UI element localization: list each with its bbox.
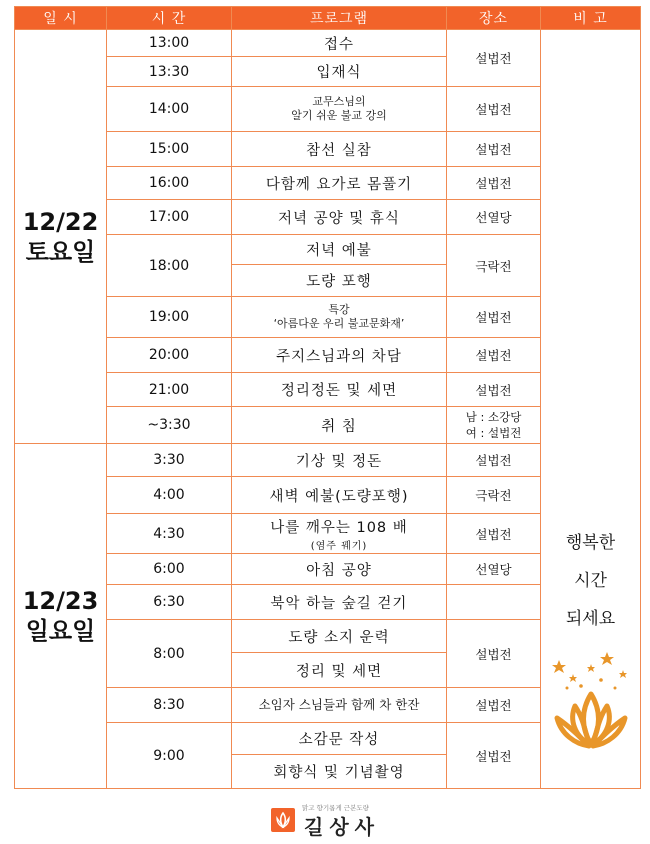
program-line: (염주 꿰기)	[310, 540, 368, 552]
time-cell: 9:00	[107, 723, 232, 789]
lotus-flower-icon	[545, 648, 637, 760]
schedule-table	[14, 6, 641, 789]
program-cell	[232, 297, 447, 338]
place-cell	[447, 585, 541, 620]
place-cell	[447, 407, 541, 444]
place-cell: 설법전	[447, 338, 541, 373]
program-cell: 저녁 예불	[232, 235, 447, 265]
day2-weekday: 일요일	[25, 617, 96, 645]
place-cell: 극락전	[447, 477, 541, 514]
time-cell: 6:30	[107, 585, 232, 620]
program-cell: 기상 및 정돈	[232, 444, 447, 477]
time-cell: 17:00	[107, 200, 232, 235]
time-cell: 8:30	[107, 688, 232, 723]
place-cell: 극락전	[447, 235, 541, 297]
place-cell: 설법전	[447, 620, 541, 688]
footer	[0, 800, 650, 840]
time-cell: 19:00	[107, 297, 232, 338]
program-cell: 취 침	[232, 407, 447, 444]
table-row	[15, 30, 641, 57]
place-cell: 설법전	[447, 723, 541, 789]
place-cell: 설법전	[447, 30, 541, 87]
program-cell: 정리정돈 및 세면	[232, 373, 447, 407]
program-cell: 입재식	[232, 57, 447, 87]
program-cell: 접수	[232, 30, 447, 57]
program-cell: 새벽 예불(도량포행)	[232, 477, 447, 514]
header-program: 프로그램	[232, 7, 447, 30]
time-cell: 20:00	[107, 338, 232, 373]
program-cell: 저녁 공양 및 휴식	[232, 200, 447, 235]
day1-cell	[15, 30, 107, 444]
time-cell: 15:00	[107, 132, 232, 167]
time-cell: ~3:30	[107, 407, 232, 444]
program-cell: 회향식 및 기념촬영	[232, 755, 447, 789]
program-cell	[232, 514, 447, 554]
place-cell: 설법전	[447, 167, 541, 200]
program-line: 알기 쉬운 불교 강의	[291, 109, 387, 122]
program-cell: 아침 공양	[232, 554, 447, 585]
time-cell: 13:30	[107, 57, 232, 87]
program-cell: 도량 포행	[232, 265, 447, 297]
place-cell: 설법전	[447, 373, 541, 407]
note-line: 되세요	[565, 609, 616, 629]
note-line: 시간	[574, 571, 607, 591]
time-cell: 6:00	[107, 554, 232, 585]
place-cell: 선열당	[447, 200, 541, 235]
time-cell: 3:30	[107, 444, 232, 477]
program-line: 교무스님의	[312, 95, 366, 108]
place-cell: 설법전	[447, 132, 541, 167]
time-cell: 18:00	[107, 235, 232, 297]
note-text	[541, 524, 640, 638]
header-date: 일 시	[15, 7, 107, 30]
program-cell	[232, 87, 447, 132]
time-cell: 4:30	[107, 514, 232, 554]
time-cell: 8:00	[107, 620, 232, 688]
place-cell: 설법전	[447, 87, 541, 132]
program-cell: 소감문 작성	[232, 723, 447, 755]
day1-date: 12/22	[22, 207, 99, 236]
day1-weekday: 토요일	[25, 237, 96, 266]
note-line: 행복한	[565, 533, 616, 553]
header-place: 장소	[447, 7, 541, 30]
place-cell: 설법전	[447, 444, 541, 477]
program-cell: 정리 및 세면	[232, 653, 447, 688]
footer-tagline: 맑고 향기롭게 근본도량	[302, 804, 369, 812]
header-time: 시 간	[107, 7, 232, 30]
program-cell: 다함께 요가로 몸풀기	[232, 167, 447, 200]
program-line: 나를 깨우는 108 배	[270, 519, 408, 536]
place-line: 남 : 소강당	[465, 410, 522, 424]
program-cell: 주지스님과의 차담	[232, 338, 447, 373]
program-cell: 북악 하늘 숲길 걷기	[232, 585, 447, 620]
day2-cell	[15, 444, 107, 789]
time-cell: 13:00	[107, 30, 232, 57]
header-row	[15, 7, 641, 30]
temple-logo-icon	[271, 808, 295, 832]
program-cell: 도량 소지 운력	[232, 620, 447, 653]
time-cell: 21:00	[107, 373, 232, 407]
day2-date: 12/23	[22, 587, 99, 615]
program-cell: 참선 실참	[232, 132, 447, 167]
program-cell: 소임자 스님들과 함께 차 한잔	[232, 688, 447, 723]
place-cell: 설법전	[447, 297, 541, 338]
program-line: 특강	[328, 303, 350, 316]
place-cell: 선열당	[447, 554, 541, 585]
place-cell: 설법전	[447, 688, 541, 723]
time-cell: 16:00	[107, 167, 232, 200]
place-line: 여 : 설법전	[465, 426, 522, 440]
time-cell: 4:00	[107, 477, 232, 514]
header-note: 비 고	[541, 7, 641, 30]
footer-logo-text: 길상사	[304, 815, 380, 839]
time-cell: 14:00	[107, 87, 232, 132]
place-cell: 설법전	[447, 514, 541, 554]
note-cell	[541, 30, 641, 789]
program-line: ‘아름다운 우리 불교문화재’	[273, 317, 405, 330]
